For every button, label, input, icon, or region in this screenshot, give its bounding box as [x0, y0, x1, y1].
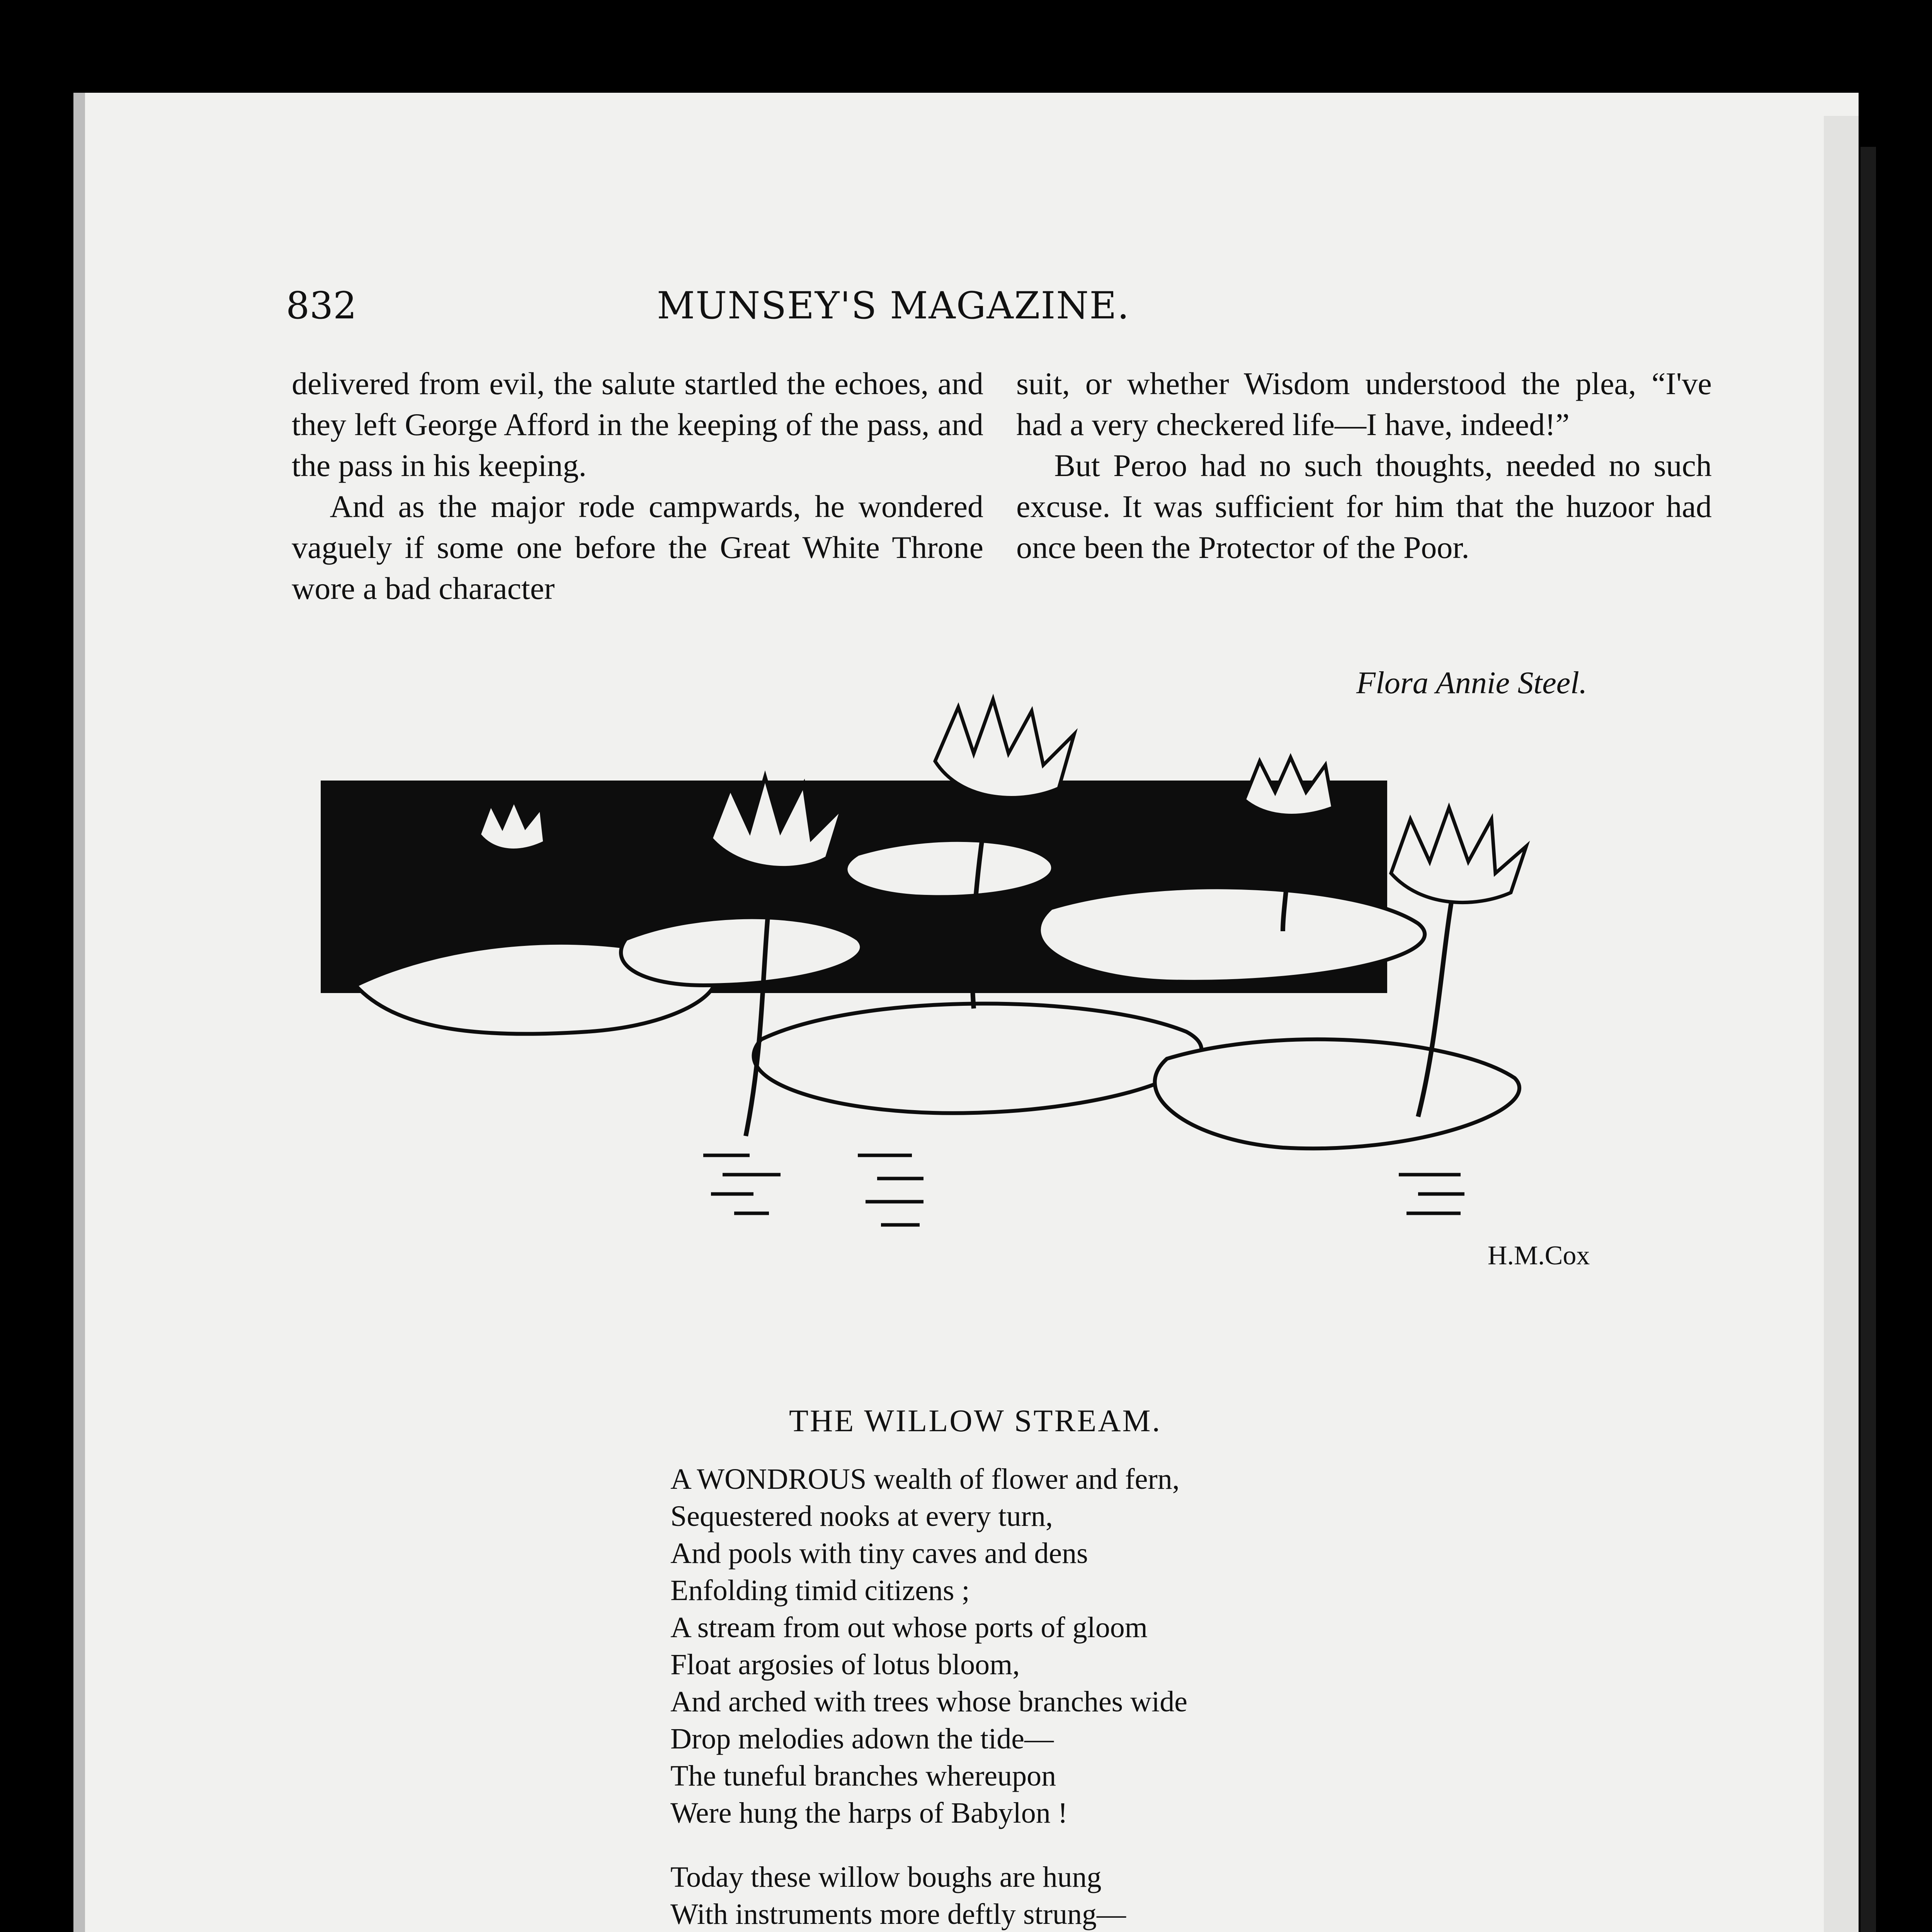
story-right-column: [1016, 363, 1712, 568]
poem: [670, 1461, 1187, 1932]
water-lily-illustration: [278, 692, 1623, 1387]
lily-flower: [1244, 757, 1333, 815]
poem-line: Sequestered nooks at every turn,: [670, 1500, 1053, 1532]
story-author: Flora Annie Steel.: [1356, 665, 1587, 700]
poem-line: A WONDROUS wealth of flower and fern,: [670, 1463, 1180, 1495]
poem-line: With instruments more deftly strung—: [670, 1898, 1126, 1930]
poem-title: THE WILLOW STREAM.: [789, 1403, 1162, 1438]
poem-line: A stream from out whose ports of gloom: [670, 1611, 1148, 1644]
poem-line: Today these willow boughs are hung: [670, 1861, 1102, 1893]
page-edge-shadow: [1861, 147, 1876, 1932]
ripples: [703, 1155, 1464, 1225]
story-paragraph: And as the major rode campwards, he wondered vaguely if some one before the Great White Throne wore a bad character: [292, 489, 983, 606]
poem-stanza: [670, 1461, 1187, 1832]
poem-line: The tuneful branches whereupon: [670, 1760, 1056, 1792]
poem-stanza: [670, 1859, 1187, 1932]
lily-pad: [1155, 1039, 1519, 1148]
magazine-title: MUNSEY'S MAGAZINE.: [657, 284, 1130, 327]
poem-line: Were hung the harps of Babylon !: [670, 1797, 1068, 1829]
lily-pad: [845, 840, 1053, 897]
page-number: 832: [286, 284, 357, 327]
poem-line: Enfolding timid citizens ;: [670, 1574, 970, 1607]
poem-line: Drop melodies adown the tide—: [670, 1723, 1054, 1755]
poem-line: And arched with trees whose branches wide: [670, 1685, 1187, 1718]
poem-line: And pools with tiny caves and dens: [670, 1537, 1088, 1570]
poem-line: Float argosies of lotus bloom,: [670, 1648, 1020, 1681]
ripple: [858, 1155, 923, 1225]
ripple: [1399, 1175, 1464, 1213]
story-paragraph: suit, or whether Wisdom understood the plea, “I've had a very checkered life—I have, indeed!”: [1016, 366, 1712, 442]
story-paragraph: delivered from evil, the salute startled the echoes, and they left George Afford in the keeping of the pass, and the pass in his keeping.: [292, 366, 983, 483]
lily-flower: [935, 699, 1074, 798]
lily-pad: [754, 1003, 1202, 1113]
story-paragraph: But Peroo had no such thoughts, needed no such excuse. It was sufficient for him that the huzoor had once been the Protector of the Poor.: [1016, 448, 1712, 565]
lily-flower: [1391, 808, 1526, 903]
illustrator-signature: H.M.Cox: [1488, 1241, 1590, 1270]
ripple: [703, 1155, 781, 1213]
page-edge: [1824, 116, 1859, 1932]
story-left-column: [292, 363, 983, 609]
